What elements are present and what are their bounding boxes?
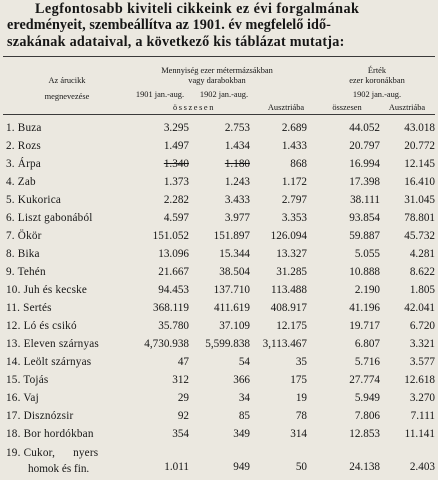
cell-q-austria: 3.353 [281, 212, 307, 224]
item-name: 1. Buza [6, 122, 42, 134]
quantity-group-header-line2: vagy darabokban [188, 76, 246, 85]
cell-v-total: 5.949 [354, 392, 380, 404]
item-name: 16. Vaj [6, 392, 39, 404]
cell-v-total: 19.717 [349, 320, 380, 332]
cell-v-austria: 2.403 [409, 461, 435, 473]
item-name: 11. Sertés [6, 302, 52, 314]
table-row [0, 191, 438, 209]
cell-v-total: 38.111 [350, 194, 380, 206]
value-group-header-line1: Érték [367, 66, 387, 75]
cell-v-austria: 12.618 [404, 374, 435, 386]
table-row [0, 137, 438, 155]
intro-line-3: szakának adataival, a következő kis táblázat mutatja: [7, 33, 345, 50]
header-top-rule [3, 56, 435, 57]
cell-q-austria: 126.094 [270, 230, 307, 242]
intro-line-2: eredményeit, szembeállítva az 1901. év megfelelő idő- [7, 17, 331, 34]
cell-v-austria: 11.141 [404, 428, 435, 440]
item-name: 12. Ló és csikó [6, 320, 77, 332]
cell-v-austria: 43.018 [404, 122, 435, 134]
cell-v-austria: 16.410 [404, 176, 435, 188]
table-row [0, 299, 438, 317]
table-row [0, 155, 438, 173]
item-name: 9. Tehén [6, 266, 46, 278]
cell-q1901: 3.295 [163, 122, 189, 134]
item-name: 13. Eleven szárnyas [6, 338, 99, 350]
cell-v-total: 12.853 [349, 428, 380, 440]
item-name: 3. Árpa [6, 158, 41, 170]
cell-q1901: 35.780 [158, 320, 189, 332]
cell-q-austria: 314 [290, 428, 307, 440]
cell-q1901: 312 [172, 374, 189, 386]
cell-q-austria: 1.433 [281, 140, 307, 152]
intro-paragraph [7, 1, 433, 50]
cell-v-total: 10.888 [349, 266, 380, 278]
cell-q-austria: 3,113.467 [262, 338, 307, 350]
cell-q1902: 5,599.838 [205, 338, 250, 350]
cell-v-austria: 3.577 [409, 356, 435, 368]
cell-q1902: 37.109 [219, 320, 250, 332]
cell-v-austria: 6.720 [409, 320, 435, 332]
q1902-header: 1902 jan.-aug. [199, 90, 249, 99]
table-row [0, 335, 438, 353]
cell-q-austria: 35 [295, 356, 307, 368]
cell-q1902: 38.504 [219, 266, 250, 278]
item-name: 4. Zab [6, 176, 36, 188]
cell-v-total: 41.196 [349, 302, 380, 314]
cell-q1902: 54 [238, 356, 250, 368]
cell-q1901: 1.497 [163, 140, 189, 152]
q1901-header: 1901 jan.-aug. [135, 90, 185, 99]
cell-q1901: 29 [177, 392, 189, 404]
cell-v-austria: 42.041 [404, 302, 435, 314]
cell-q1901: 13.096 [158, 248, 189, 260]
cell-v-austria: 3.270 [409, 392, 435, 404]
cell-q1902: 949 [233, 461, 250, 473]
quantity-group-header [128, 66, 306, 86]
cell-q-austria: 868 [290, 158, 307, 170]
item-name: 17. Disznózsir [6, 410, 74, 422]
value-total-header: összesen [332, 103, 362, 112]
cell-q1902: 151.897 [213, 230, 250, 242]
cell-v-total: 93.854 [349, 212, 380, 224]
cell-v-austria: 8.622 [409, 266, 435, 278]
table-row [0, 353, 438, 371]
cell-v-total: 17.398 [349, 176, 380, 188]
cell-v-total: 5.055 [354, 248, 380, 260]
value-group-header [318, 66, 436, 86]
item-name: 14. Leölt szárnyas [6, 356, 92, 368]
cell-q1902: 137.710 [213, 284, 250, 296]
table-row [0, 173, 438, 191]
cell-q1902: 3.433 [224, 194, 250, 206]
item-name: 19. Cukor, nyers [6, 447, 99, 459]
cell-v-austria: 45.732 [404, 230, 435, 242]
cell-q-austria: 50 [295, 461, 307, 473]
cell-q-austria: 1.172 [281, 176, 307, 188]
table-row [0, 209, 438, 227]
cell-q1901: 151.052 [152, 230, 189, 242]
cell-v-total: 16.994 [349, 158, 380, 170]
item-column-header-line2: megnevezése [44, 92, 90, 101]
cell-q1902: 34 [238, 392, 250, 404]
cell-v-total: 59.887 [349, 230, 380, 242]
cell-v-total: 20.797 [349, 140, 380, 152]
cell-q1902: 15.344 [219, 248, 250, 260]
quantity-total-header: összesen [172, 103, 216, 112]
table-row [0, 407, 438, 425]
cell-q1901: 47 [177, 356, 189, 368]
cell-q1902: 411.619 [214, 302, 250, 314]
cell-q1902: 85 [238, 410, 250, 422]
intro-line-1: Legfontosabb kiviteli cikkeink ez évi forgalmának [35, 1, 360, 17]
cell-v-total: 7.806 [354, 410, 380, 422]
item-name: 18. Bor hordókban [6, 428, 94, 440]
cell-q1901: 1.340 [163, 158, 189, 170]
table-row [0, 263, 438, 281]
cell-q1902: 1.243 [224, 176, 250, 188]
cell-q1901: 21.667 [158, 266, 189, 278]
cell-q1901: 368.119 [153, 302, 189, 314]
table-row [0, 119, 438, 137]
cell-v-austria: 3.321 [409, 338, 435, 350]
quantity-group-header-line1: Mennyiség ezer métermázsákban [161, 66, 273, 75]
table-row [0, 389, 438, 407]
cell-v-total: 24.138 [349, 461, 380, 473]
v1902-header: 1902 jan.-aug. [352, 90, 402, 99]
cell-q1901: 354 [172, 428, 189, 440]
item-column-header [8, 76, 126, 102]
cell-q-austria: 408.917 [270, 302, 307, 314]
cell-v-austria: 1.805 [409, 284, 435, 296]
table-row [0, 245, 438, 263]
cell-q1901: 4,730.938 [144, 338, 189, 350]
cell-q1901: 94.453 [158, 284, 189, 296]
cell-q1902: 366 [233, 374, 250, 386]
cell-q-austria: 31.285 [276, 266, 307, 278]
cell-q1901: 92 [177, 410, 189, 422]
cell-q-austria: 175 [290, 374, 307, 386]
cell-v-total: 6.807 [354, 338, 380, 350]
cell-q-austria: 78 [295, 410, 307, 422]
cell-q-austria: 113.488 [271, 284, 307, 296]
cell-v-total: 44.052 [349, 122, 380, 134]
table-row [0, 317, 438, 335]
cell-q-austria: 19 [295, 392, 307, 404]
cell-q1902: 1.434 [224, 140, 250, 152]
item-name: 15. Tojás [6, 374, 49, 386]
item-name: 8. Bika [6, 248, 40, 260]
cell-v-total: 2.190 [354, 284, 380, 296]
cell-v-total: 5.716 [354, 356, 380, 368]
cell-q1902: 349 [233, 428, 250, 440]
cell-q1901: 1.011 [164, 461, 189, 473]
table-row [0, 371, 438, 389]
cell-v-austria: 4.281 [409, 248, 435, 260]
value-austria-header: Ausztriába [388, 103, 426, 112]
cell-q-austria: 2.797 [281, 194, 307, 206]
item-column-header-line1: Az árucikk [48, 76, 86, 85]
cell-q-austria: 13.327 [276, 248, 307, 260]
item-name: 10. Juh és kecske [6, 284, 88, 296]
quantity-austria-header: Ausztriába [267, 103, 305, 112]
cell-q1901: 2.282 [163, 194, 189, 206]
table-row [0, 227, 438, 245]
table-row-last-values [0, 458, 438, 476]
cell-q1901: 4.597 [163, 212, 189, 224]
table-row [0, 425, 438, 443]
item-name: 6. Liszt gabonából [6, 212, 93, 224]
header-bottom-rule [3, 114, 435, 115]
cell-q-austria: 2.689 [281, 122, 307, 134]
item-name-continuation: homok és fin. [28, 463, 90, 475]
cell-q-austria: 12.175 [276, 320, 307, 332]
cell-v-austria: 7.111 [410, 410, 435, 422]
cell-v-austria: 12.145 [404, 158, 435, 170]
cell-q1902: 3.977 [224, 212, 250, 224]
item-name: 2. Rozs [6, 140, 41, 152]
cell-v-austria: 78.801 [404, 212, 435, 224]
value-group-header-line2: ezer koronákban [349, 76, 405, 85]
cell-v-total: 27.774 [349, 374, 380, 386]
item-name: 7. Ökör [6, 230, 42, 242]
item-name: 5. Kukorica [6, 194, 62, 206]
cell-q1902: 2.753 [224, 122, 250, 134]
cell-q1901: 1.373 [163, 176, 189, 188]
cell-q1902: 1.180 [224, 158, 250, 170]
table-row [0, 281, 438, 299]
cell-v-austria: 31.045 [404, 194, 435, 206]
cell-v-austria: 20.772 [404, 140, 435, 152]
